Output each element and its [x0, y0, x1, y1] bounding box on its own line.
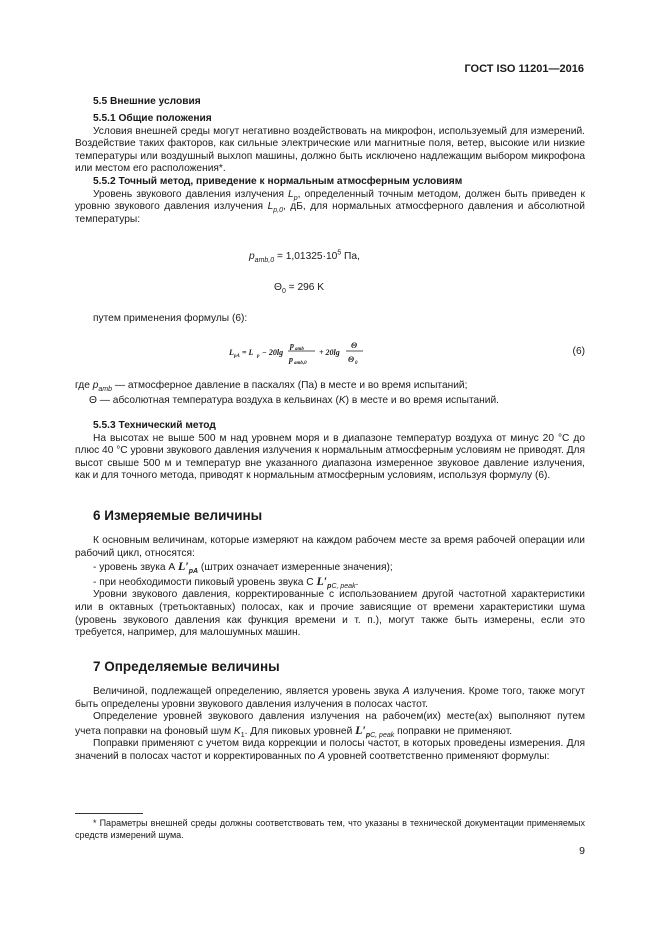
section-7	[75, 659, 585, 675]
heading-5-5-2: 5.5.2 Точный метод, приведение к нормальным атмосферным условиям	[93, 175, 463, 187]
paragraph-7-1: Величиной, подлежащей определению, является уровень звука A излучения. Кроме того, также могут быть определены уровни звукового давления излучения в полосах частот.	[75, 686, 585, 710]
paragraph-7-2: Определение уровней звукового давления излучения на рабочем(их) месте(ах) выполняют путем учета поправки на фоновый шум $K_1$. Для пиковых уровней $L'_{pC, peak}$ поправки не применяют.	[75, 711, 585, 739]
svg-text:+ 20lg: + 20lg	[319, 348, 340, 357]
heading-5-5-3: 5.5.3 Технический метод	[93, 420, 216, 431]
svg-text:amb: amb	[295, 347, 304, 352]
paragraph-7-3: Поправки применяют с учетом вида коррекции и полосы частот, в которых проведены измерения. Для значений в полосах частот и корректированных по A уровней соответственно применяют формулы:	[75, 738, 585, 762]
page-number: 9	[579, 845, 585, 857]
section-6	[75, 508, 585, 524]
formula-legend	[75, 380, 585, 407]
svg-text:Θ: Θ	[348, 355, 355, 364]
formula-6-number: (6)	[572, 346, 585, 357]
section-5-5-3	[75, 420, 585, 483]
svg-text:− 20lg: − 20lg	[262, 348, 284, 357]
via-formula-text: путем применения формулы (6):	[93, 313, 248, 324]
paragraph-6-intro: К основным величинам, которые измеряют на каждом рабочем месте за время рабочей операции или рабочий цикл, относятся:	[75, 535, 585, 559]
heading-6: 6 Измеряемые величины	[93, 508, 263, 523]
svg-text:p: p	[289, 355, 293, 364]
svg-text:= L: = L	[242, 348, 254, 357]
svg-text:pA: pA	[234, 354, 240, 359]
svg-text:L: L	[229, 348, 234, 357]
document-header: ГОСТ ISO 11201—2016	[464, 63, 584, 75]
list-item-peak: - при необходимости пиковый уровень звука С $L'_{pC, peak}$.	[93, 573, 359, 590]
footnote-separator	[75, 813, 143, 814]
svg-text:Θ: Θ	[351, 341, 358, 350]
svg-text:amb,0: amb,0	[294, 361, 307, 366]
paragraph-5-5-3: На высотах не выше 500 м над уровнем моря и в диапазоне температур воздуха от минус 20 °C до плюс 40 °C уровни звукового давления излучения к нормальным атмосферным условиям не приводят. Для высот свыше 500 м и температур вне указанного диапазона измеренное звуковое давление излучения, как и для точного метода, приводят к нормальным атмосферным условиям, используя формулу (6).	[75, 432, 585, 482]
svg-text:p: p	[257, 354, 260, 359]
section-5-5	[75, 96, 585, 109]
paragraph-5-5-2: Уровень звукового давления излучения $L_p$, определенный точным методом, должен быть приведен к уровню звукового давления излучения $L_{p,0}$, дБ, для нормальных атмосферного давления и абсолютной температуры:	[75, 188, 585, 225]
paragraph-6-other: Уровни звукового давления, корректированные с использованием другой частотной характеристики или в октавных (третьоктавных) полосах, как и прочие зависящие от времени характеристики шума (уровень звукового давления как функция времени и т. п.), могут также быть измерены, если это требуется, например, для малошумных машин.	[75, 589, 585, 639]
paragraph-5-5-1: Условия внешней среды могут негативно воздействовать на микрофон, используемый для измерений. Воздействие таких факторов, как сильные электрические или магнитные поля, ветер, высокие или низкие температуры или воздушный выхлоп машины, должно быть исключено надлежащим выбором микрофона или местом его расположения*.	[75, 125, 585, 175]
list-item-laeq: - уровень звука А $L'_{pA}$ (штрих означает измеренные значения);	[93, 559, 393, 576]
legend-theta: Θ — абсолютная температура воздуха в кельвинах (K) в месте и во время испытаний.	[89, 394, 500, 406]
footnote: * Параметры внешней среды должны соответствовать тем, что указаны в технической документации применяемых средств измерений шума.	[75, 818, 585, 840]
heading-7: 7 Определяемые величины	[93, 659, 280, 674]
svg-text:p: p	[290, 341, 294, 350]
formula-6	[75, 338, 585, 366]
legend-pamb: где $p_{amb}$ — атмосферное давление в паскалях (Па) в месте и во время испытаний;	[75, 380, 468, 394]
section-5-5-1	[75, 113, 585, 226]
section-6-body	[75, 535, 585, 640]
heading-5-5-1: 5.5.1 Общие положения	[93, 113, 212, 124]
heading-5-5: 5.5 Внешние условия	[93, 96, 201, 107]
section-7-body	[75, 686, 585, 764]
formula-6-expression	[227, 338, 387, 366]
svg-text:0: 0	[355, 361, 358, 366]
